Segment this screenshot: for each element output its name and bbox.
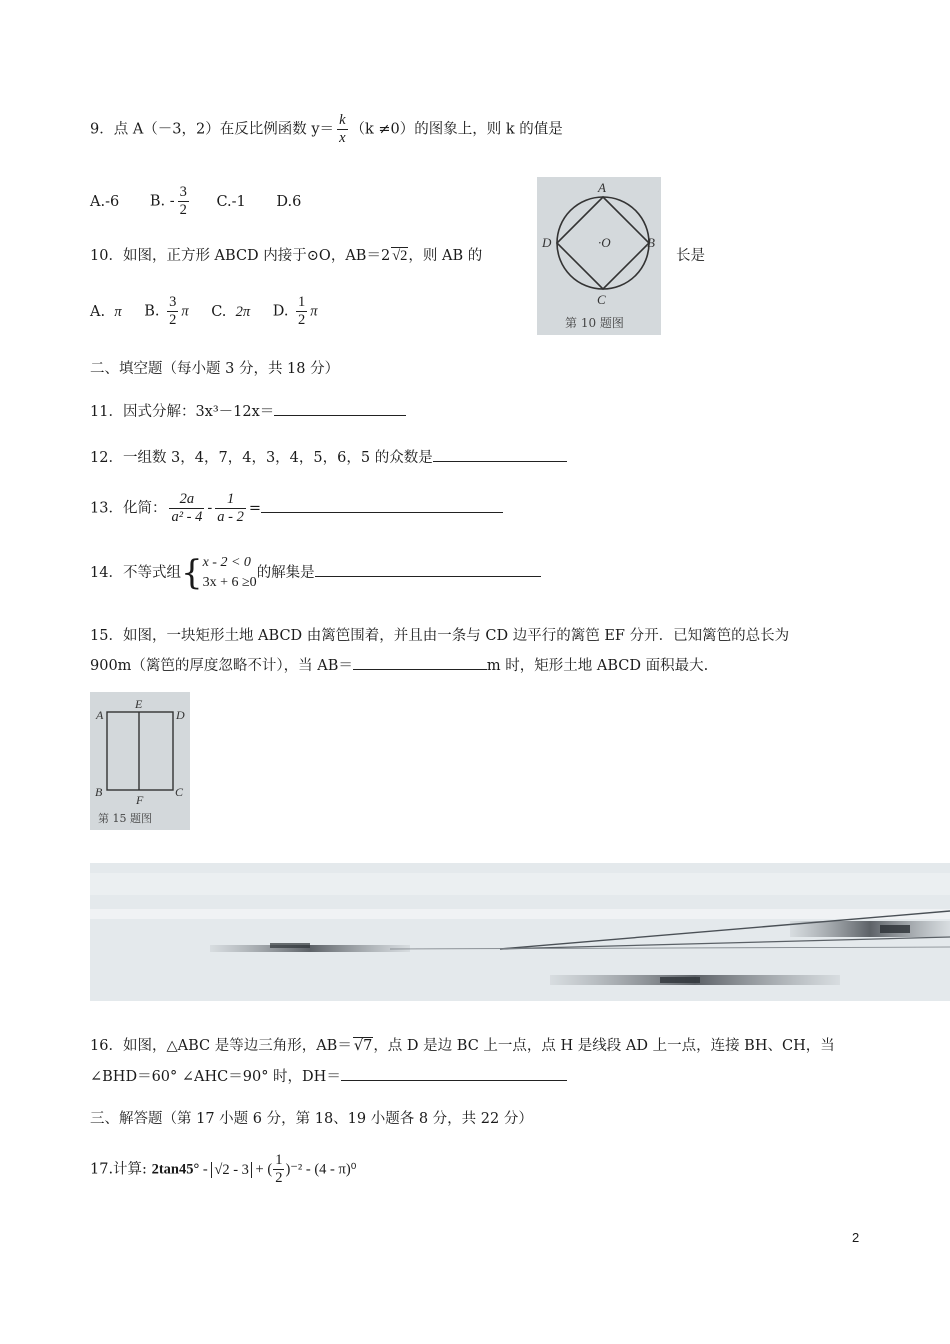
- q16-sqrt: √7: [353, 1038, 373, 1054]
- q10-option-c: C. 2π: [211, 303, 251, 320]
- figure-16-smeared: [90, 863, 950, 1001]
- section-2-heading: 二、填空题（每小题 3 分，共 18 分）: [90, 361, 340, 377]
- q10-sqrt: √2: [392, 248, 408, 264]
- circle-square-diagram: [537, 177, 661, 335]
- section-3-heading: 三、解答题（第 17 小题 6 分，第 18、19 小题各 8 分，共 22 分）: [90, 1111, 533, 1127]
- question-12: 12．一组数 3，4，7，4，3，4，5，6，5 的众数是: [90, 446, 567, 467]
- question-15-line-1: 15．如图，一块矩形土地 ABCD 由篱笆围着，并且由一条与 CD 边平行的篱笆 EF 分开．已知篱笆的总长为: [90, 628, 790, 644]
- q17-absolute-value: √2 - 3: [211, 1162, 252, 1178]
- smeared-diagram-image: [90, 863, 950, 1001]
- figure-15: [90, 692, 190, 830]
- svg-text:D: D: [542, 235, 552, 250]
- rectangle-diagram: [90, 692, 190, 830]
- question-16-line-1: 16．如图，△ABC 是等边三角形，AB＝ √7，点 D 是边 BC 上一点，点 H 是线段 AD 上一点，连接 BH、CH，当: [90, 1038, 835, 1054]
- q9-options: [90, 184, 327, 219]
- page-number: 2: [852, 1230, 860, 1245]
- q13-fraction-1: $\frac{2a}{\text{a² - 4}}$: [171, 491, 203, 525]
- q10-options: [90, 294, 344, 329]
- svg-text:A: A: [96, 708, 104, 722]
- svg-text:E: E: [135, 697, 143, 711]
- q10-option-a: A. π: [90, 303, 122, 320]
- figure-10: [537, 177, 661, 335]
- q15-answer-blank[interactable]: [353, 655, 487, 670]
- q10-text-middle: ，则 AB 的: [408, 248, 483, 264]
- svg-text:·O: ·O: [598, 235, 611, 250]
- question-11: 11．因式分解：3x³－12x＝: [90, 400, 406, 421]
- question-16-line-2: ∠BHD＝60° ∠AHC＝90° 时，DH＝: [90, 1065, 567, 1086]
- q9-fraction: $\frac{k}{x}$: [339, 112, 346, 146]
- q9-option-d: D.6: [276, 193, 302, 210]
- svg-text:B: B: [95, 785, 103, 799]
- q9-option-b: B. - $\frac{3}{2}$: [149, 184, 187, 218]
- q10-text-after: 长是: [676, 248, 705, 264]
- q11-answer-blank[interactable]: [274, 401, 406, 416]
- svg-text:C: C: [175, 785, 184, 799]
- question-13: 13．化简： $\frac{2a}{\text{a² - 4}}$ - $\frac{1}{a - 2}$ =: [90, 491, 503, 526]
- svg-text:D: D: [176, 708, 185, 722]
- q10-option-b: B. $\frac{3}{2}$ π: [144, 294, 189, 328]
- brace-icon: {: [180, 553, 203, 593]
- svg-text:F: F: [136, 793, 144, 807]
- q9-option-c: C.-1: [216, 193, 246, 210]
- svg-text:C: C: [597, 292, 606, 307]
- question-17: 17.计算: 2tan45° - √2 - 3 + ( $\frac{1}{2}$ )⁻² - (4 - π)⁰: [90, 1152, 357, 1186]
- q10-text-before: 10．如图，正方形 ABCD 内接于⊙O，AB＝2: [90, 248, 391, 264]
- svg-text:A: A: [598, 180, 606, 195]
- q13-fraction-2: $\frac{1}{a - 2}$: [217, 491, 244, 525]
- q13-answer-blank[interactable]: [261, 498, 503, 513]
- q10-option-d: D. $\frac{1}{2}$ π: [272, 294, 318, 328]
- q9-text-after: （k ≠0）的图象上，则 k 的值是: [350, 121, 563, 138]
- svg-text:B: B: [647, 235, 655, 250]
- q14-answer-blank[interactable]: [315, 562, 541, 577]
- question-9: [90, 112, 563, 147]
- q9-text-before: 9．点 A（－3，2）在反比例函数 y＝: [90, 121, 335, 138]
- svg-text:第 10 题图: 第 10 题图: [565, 316, 624, 330]
- question-15-line-2: 900m（篱笆的厚度忽略不计），当 AB＝ m 时，矩形土地 ABCD 面积最大.: [90, 654, 708, 675]
- svg-text:第 15 题图: 第 15 题图: [98, 812, 152, 825]
- q17-fraction-half: $\frac{1}{2}$: [275, 1152, 283, 1186]
- question-14: 14．不等式组{ x - 2 < 0 3x + 6 ≥0 的解集是: [90, 553, 541, 593]
- question-10: [90, 244, 482, 265]
- q16-answer-blank[interactable]: [341, 1066, 567, 1081]
- q9-option-a: A.-6: [90, 193, 120, 210]
- inequality-system: x - 2 < 0 3x + 6 ≥0: [202, 555, 257, 590]
- q12-answer-blank[interactable]: [433, 447, 567, 462]
